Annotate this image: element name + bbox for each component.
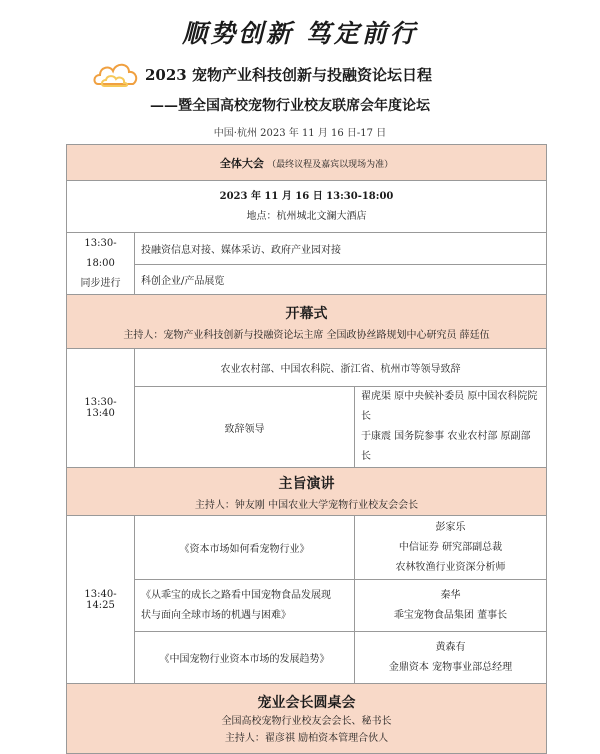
opening-header-row: [67, 295, 547, 349]
opening-row-1: [67, 349, 547, 387]
forum-subtitle: 2023 宠物产业科技创新与投融资论坛日程: [145, 66, 432, 84]
opening-leader: 翟虎渠 原中央候补委员 原中国农科院院长: [361, 391, 538, 422]
plenary-header-row: [67, 145, 547, 181]
sync-time: 13:30-18:00: [84, 237, 117, 269]
talk-speaker-title: 农林牧渔行业资深分析师: [395, 561, 506, 573]
plenary-note: （最终议程及嘉宾以现场为准）: [267, 159, 394, 170]
talk-topic: 状与面向全球市场的机遇与困难》: [141, 609, 291, 621]
roundtable-host: 主持人：翟彦祺 励柏资本管理合伙人: [224, 732, 389, 744]
talk-topic: 《资本市场如何看宠物行业》: [135, 516, 355, 580]
opening-time: 13:30-13:40: [67, 349, 135, 468]
forum-subtitle-2: ——暨全国高校宠物行业校友联席会年度论坛: [150, 98, 430, 114]
sync-label: 同步进行: [80, 277, 121, 289]
opening-leader: 于康震 国务院参事 农业农村部 原副部长: [361, 431, 531, 462]
opening-title: 开幕式: [285, 305, 328, 322]
sync-item: 科创企业/产品展览: [135, 265, 547, 295]
opening-row-2: [67, 387, 547, 468]
plenary-info-row: [67, 181, 547, 233]
roundtable-participants: 全国高校宠物行业校友会会长、秘书长: [221, 715, 392, 727]
plenary-date: 2023 年 11 月 16 日 13:30-18:00: [219, 190, 394, 202]
roundtable-title: 宠业会长圆桌会: [257, 694, 356, 711]
keynote-title: 主旨演讲: [278, 475, 335, 492]
opening-leaders-label: 致辞领导: [135, 387, 355, 468]
talk-speaker: 秦华: [440, 589, 461, 601]
plenary-title: 全体大会: [219, 156, 264, 170]
keynote-row-2: [67, 580, 547, 632]
page-title: 顺势创新 笃定前行: [182, 19, 418, 48]
sync-row-1: [67, 233, 547, 265]
opening-speeches: 农业农村部、中国农科院、浙江省、杭州市等领导致辞: [135, 349, 547, 387]
talk-topic: 《从乖宝的成长之路看中国宠物食品发展现: [141, 589, 331, 601]
talk-topic: 《中国宠物行业资本市场的发展趋势》: [135, 632, 355, 684]
talk-speaker-title: 中信证券 研究部副总裁: [398, 541, 503, 553]
keynote-row-3: [67, 632, 547, 684]
sync-row-2: [67, 265, 547, 295]
talk-speaker-title: 乖宝宠物食品集团 董事长: [393, 609, 508, 621]
keynote-time: 13:40-14:25: [67, 516, 135, 684]
talk-speaker-title: 金鼎资本 宠物事业部总经理: [388, 661, 513, 673]
keynote-host: 主持人：钟友刚 中国农业大学宠物行业校友会会长: [194, 499, 419, 511]
sync-item: 投融资信息对接、媒体采访、政府产业园对接: [135, 233, 547, 265]
opening-host: 主持人：宠物产业科技创新与投融资论坛主席 全国政协丝路规划中心研究员 薛廷伍: [123, 329, 490, 341]
plenary-venue: 地点：杭州城北文澜大酒店: [246, 210, 367, 222]
date-location: 中国·杭州 2023 年 11 月 16 日-17 日: [213, 128, 387, 139]
talk-speaker: 彭家乐: [435, 521, 466, 533]
roundtable-row: [67, 684, 547, 754]
keynote-header-row: [67, 468, 547, 516]
cloud-logo-icon: [92, 58, 142, 90]
keynote-row-1: [67, 516, 547, 580]
talk-speaker: 黄森有: [435, 641, 466, 653]
schedule-table: [66, 144, 547, 754]
